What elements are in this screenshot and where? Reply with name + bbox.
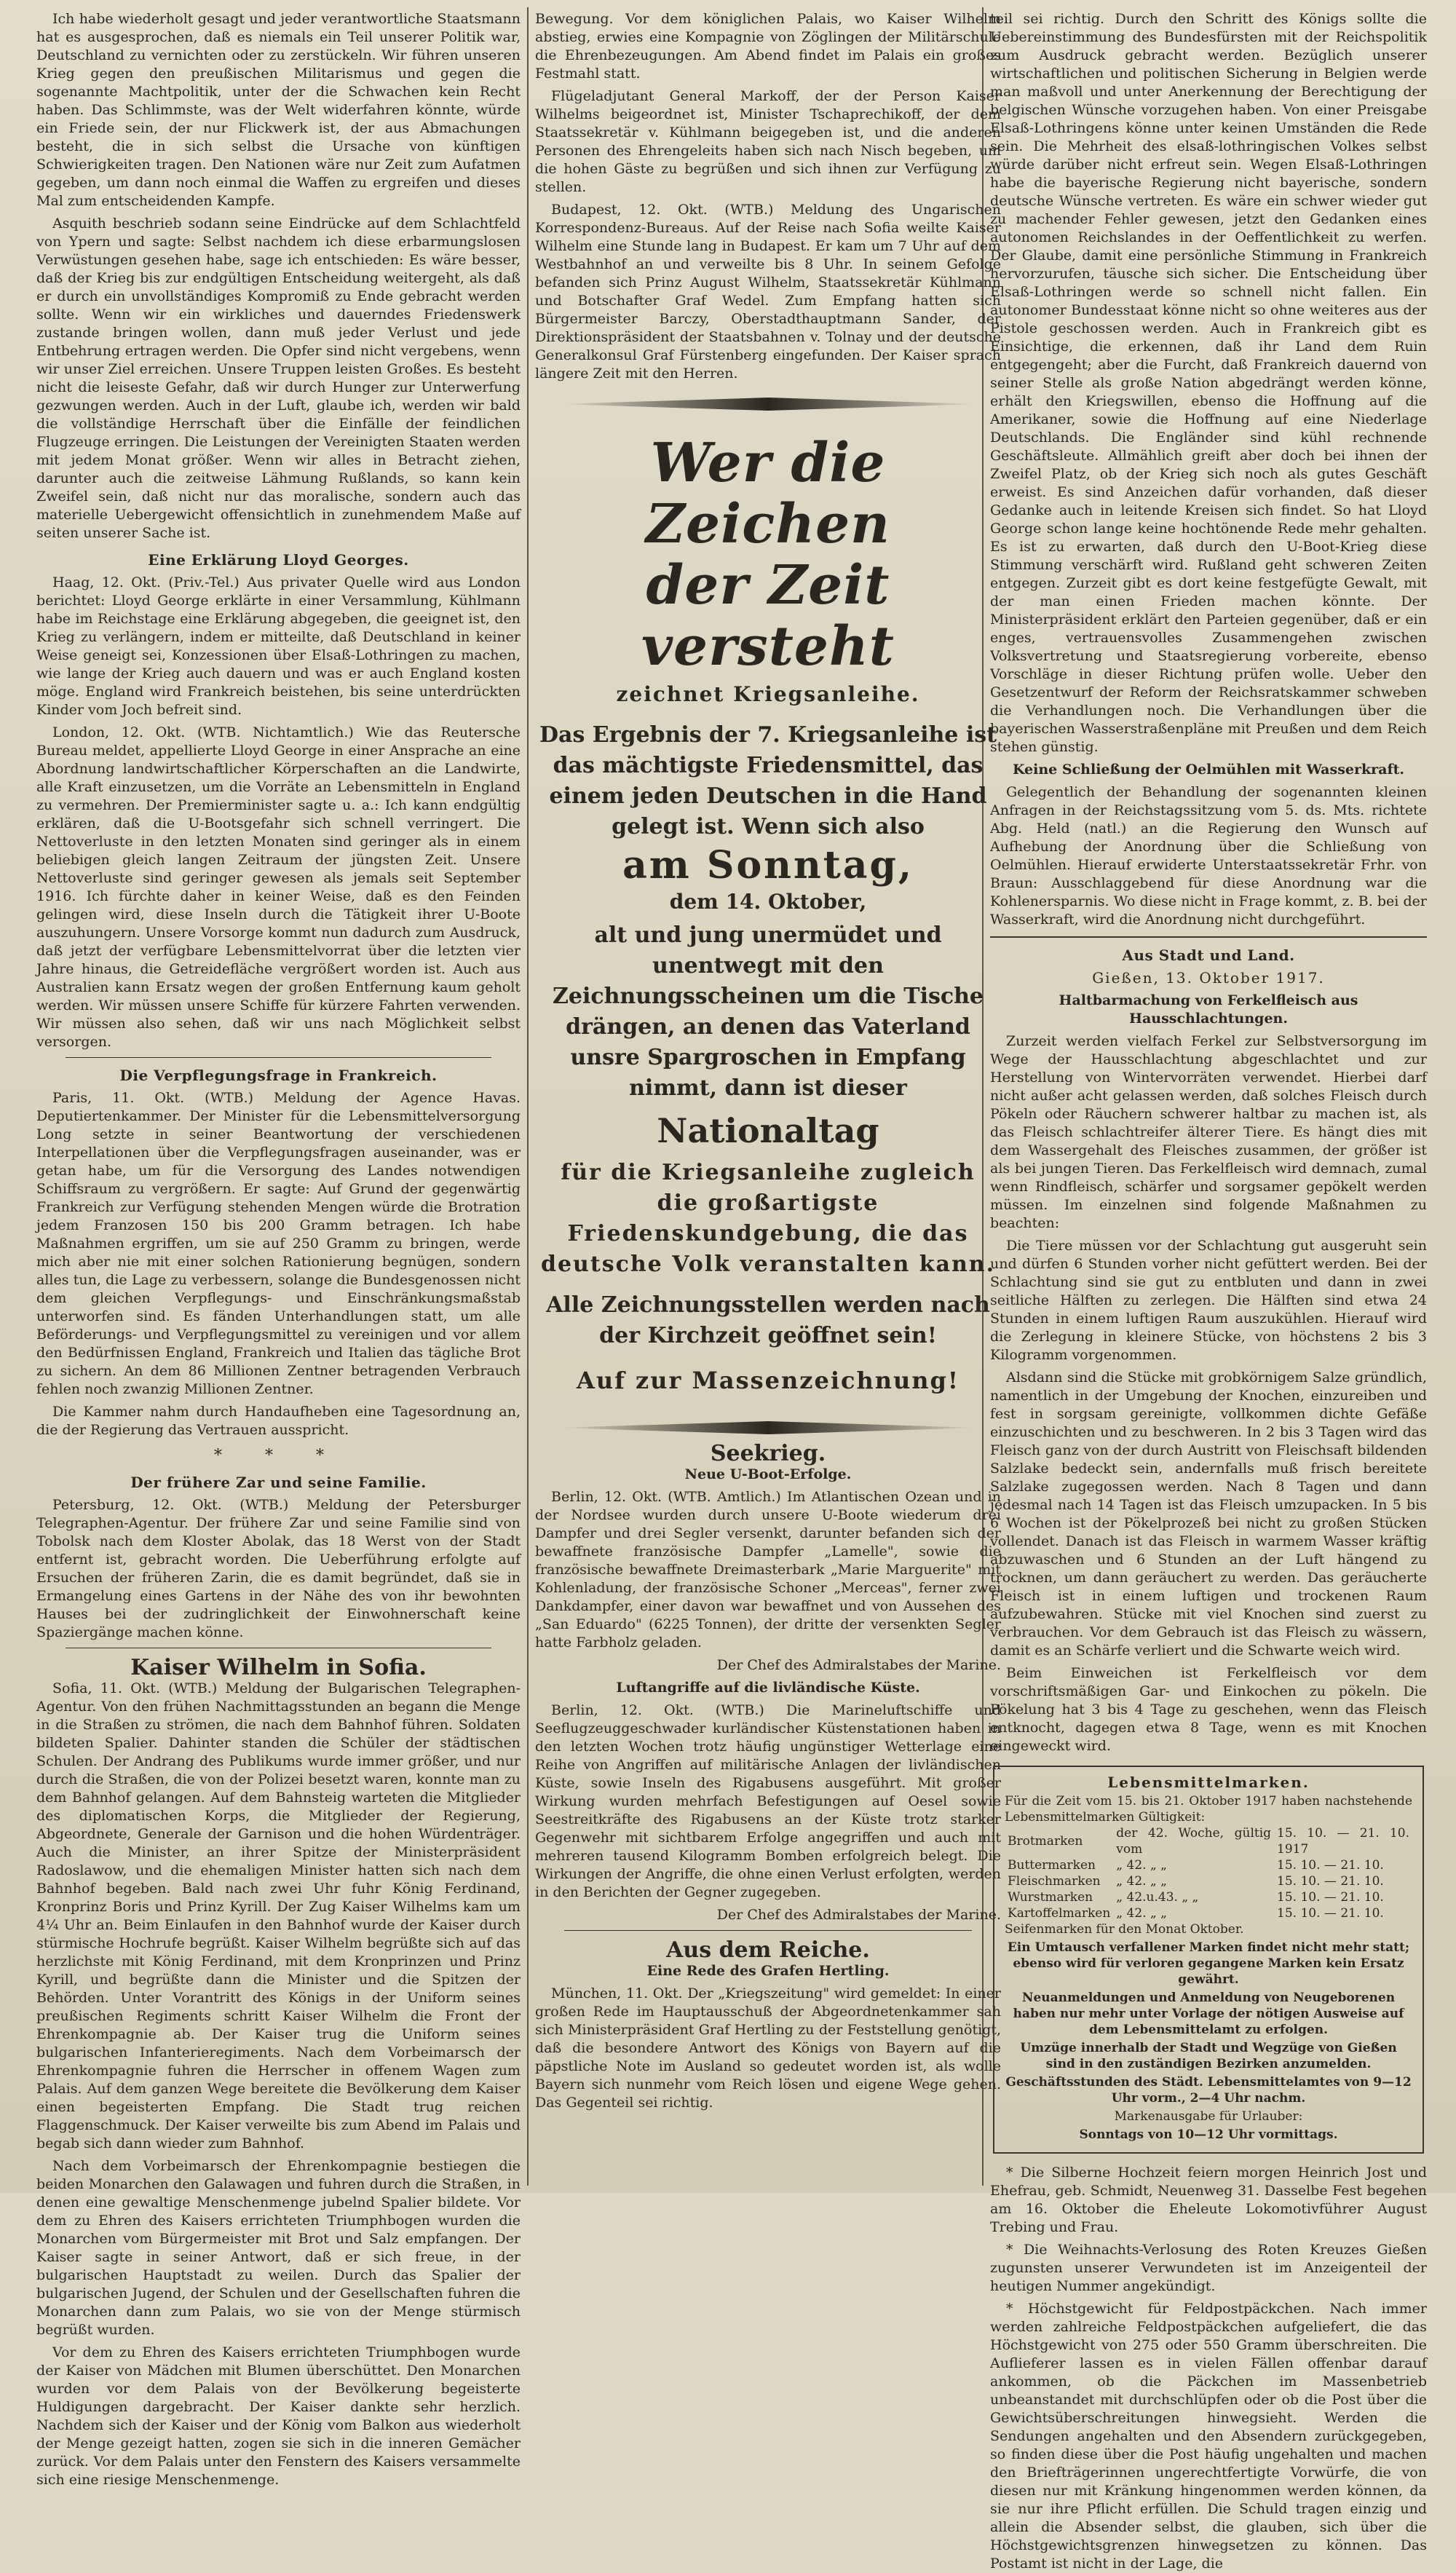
- ad-headline-line-1: Wer die Zeichen: [646, 432, 890, 556]
- notice-line: Neuanmeldungen und Anmeldung von Neugeborenen haben nur mehr unter Vorlage der nötigen Ausweise auf dem Lebensmittelamt zu erfolgen.: [1013, 1991, 1404, 2037]
- article-paragraph: London, 12. Okt. (WTB. Nichtamtlich.) Wie das Reutersche Bureau meldet, appellierte Lloyd George in einer Ansprache an eine Abordnung landwirtschaftlicher Körperschaften an die Landwirte, alle Kraft einzusetzen, um die Vorräte an Lebensmitteln in England zu vermehren. Der Premierminister sagte u. a.: Ich kann endgültig erklären, daß die U-Bootsgefahr sich schnell verringert. Die Nettoverluste in den letzten Monaten sind geringer als in einem beliebigen gleich langen Zeitraum der jüngsten Zeit. Unsere Nettoverluste sind geringer gewesen als jemals seit September 1916. Ich fürchte daher in keiner Weise, daß es den Feinden gelingen wird, diese Inseln durch die Tätigkeit ihrer U-Boote auszuhungern. Unsere Vorsorge kommt nun dadurch zum Ausdruck, daß jetzt der verfügbare Lebensmittelvorrat über die letzten vier Jahre hinaus, die Getreidefläche vergrößert worden ist. Auch aus Australien kann Ersatz wegen der großen Entfernung kaum geholt werden. Wir müssen unsere Schiffe für kürzere Fahrten verwenden. Wir müssen also sehen, daß wir uns nach Möglichkeit selbst versorgen.: [36, 724, 521, 1050]
- ration-cell-week: der 42. Woche, gültig vom: [1116, 1826, 1272, 1857]
- ornamental-rule: [558, 398, 978, 411]
- ration-cell-name: Buttermarken: [1008, 1858, 1096, 1873]
- article-paragraph: Die Tiere müssen vor der Schlachtung gut ausgeruht sein und dürfen 6 Stunden vorher nicht gefüttert werden. Bei der Schlachtung sind sie gut zu entbluten und dann in zwei seitliche Hälften zu zerlegen. Die Hälften sind etwa 24 Stunden in einem luftigen Raum auszukühlen. Hierauf wird die Zerlegung in kleinere Stücke, von höchstens 2 bis 3 Kilogramm vorgenommen.: [990, 1238, 1427, 1363]
- article-paragraph: Zurzeit werden vielfach Ferkel zur Selbstversorgung im Wege der Hausschlachtung abgeschlachtet und zur Herstellung von Wintervorräten verwendet. Hierbei darf nicht außer acht gelassen werden, daß solches Fleisch durch Pökeln oder Räuchern schwerer haltbar zu machen ist, als das Fleisch schlachtreifer älterer Tiere. Es hängt dies mit dem Wassergehalt des Fleisches zusammen, der größer ist als bei jungen Tieren. Das Ferkelfleisch wird demnach, zumal wenn Rindfleisch, schärfer und sorgsamer gepökelt werden müssen. Im einzelnen sind folgende Maßnahmen zu beachten:: [990, 1033, 1427, 1231]
- ration-cell-week: „ 42. „ „: [1116, 1858, 1167, 1873]
- ration-cell-name: Fleischmarken: [1008, 1874, 1101, 1889]
- article-paragraph: Alsdann sind die Stücke mit grobkörnigem Salze gründlich, namentlich in der Umgebung der Knochen, einzureiben und fest in sorgsam gereinigte, vollkommen dichte Gefäße einzuschichten und zu beschweren. In 2 bis 3 Tagen wird das Fleisch ganz von der durch Austritt von Fleischsaft bildenden Salzlake bedeckt sein, andernfalls muß frisch bereitete Salzlake zugegossen werden. Nach 8 Tagen und dann jedesmal nach 14 Tagen ist das Fleisch umzupacken. In 5 bis 6 Wochen ist der Pökelprozeß bei nicht zu großen Stücken vollendet. Danach ist das Fleisch in warmem Wasser kräftig abzuwaschen und 6 Stunden an der Luft hängend zu trocknen, um dann geräuchert zu werden. Das geräucherte Fleisch ist in einem luftigen und trockenen Raum aufzubewahren. Stücke mit viel Knochen sind zuerst zu verbrauchen. Vor dem Gebrauch ist das Fleisch zu wässern, damit es an Schärfe verliert und die Schwarte weich wird.: [990, 1370, 1427, 1659]
- ration-cell-range: 15. 10. — 21. 10.: [1277, 1906, 1384, 1921]
- article-paragraph: Paris, 11. Okt. (WTB.) Meldung der Agence Havas. Deputiertenkammer. Der Minister für die Lebensmittelversorgung Long setzte in seiner Beantwortung der verschiedenen Interpellationen über die Verpflegungsfragen auseinander, was er getan habe, um für die Versorgung des Landes notwendigen Schiffsraum zu vergrößern. Er sagte: Auf Grund der gegenwärtig Frankreich zur Verfügung stehenden Mengen würde die Brotration jedem Franzosen 150 bis 200 Gramm betragen. Ich habe Maßnahmen ergriffen, um sie auf 250 Gramm zu bringen, werde mich aber nie mit einer solchen Rationierung begnügen, sondern alles tun, die Lage zu verbessern, solange die Bundesgenossen nicht dem gleichen Verpflegungs- und Einschränkungsmaßstab unterworfen sind. Es fänden Unterhandlungen statt, um alle Beförderungs- und Verpflegungsmittel zu vereinigen und vor allem den Bedürfnissen England, Frankreich und Italien das tägliche Brot zu sichern. An dem 86 Millionen Zentner betragenden Verbrauch fehlen noch zwanzig Millionen Zentner.: [36, 1090, 521, 1397]
- ad-nationaltag: Nationaltag: [657, 1111, 879, 1150]
- divider: [990, 936, 1427, 938]
- divider: [564, 1930, 972, 1931]
- column-3: [990, 10, 1427, 2572]
- ration-cell-range: 15. 10. — 21. 10.: [1277, 1890, 1384, 1905]
- signature-line: Der Chef des Admiralstabes der Marine.: [716, 1657, 1001, 1673]
- article-paragraph: Beim Einweichen ist Ferkelfleisch vor dem vorschriftsmäßigen Gar- und Einkochen zu pökeln. Die Pökelung hat 3 bis 4 Tage zu geschehen, wenn das Fleisch entknocht, dagegen etwa 8 Tage, wenn es mit Knochen eingeweckt wird.: [990, 1665, 1427, 1754]
- local-news-item: * Die Weihnachts-Verlosung des Roten Kreuzes Gießen zugunsten unserer Verwundeten ist im Anzeigenteil der heutigen Nummer angekündigt.: [990, 2242, 1427, 2294]
- article-paragraph: Berlin, 12. Okt. (WTB.) Die Marineluftschiffe und Seeflugzeuggeschwader kurländischer Küstenstationen haben in den letzten Wochen trotz häufig ungünstiger Wetterlage eine Reihe von Angriffen auf militärische Anlagen der livländischen Küste, sowie Inseln des Rigabusens ausgeführt. Mit großer Wirkung wurden mehrfach Befestigungen auf Oesel sowie Seestreitkräfte des Rigabusens an der Küste trotz starker Gegenwehr mit sichtbarem Erfolge angegriffen und auch mit mehreren tausend Kilogramm Bomben erfolgreich belegt. Die Wirkungen der Angriffe, die ohne einen Verlust erfolgten, werden in den Berichten der Gegner zugegeben.: [535, 1702, 1001, 1900]
- dateline: Gießen, 13. Oktober 1917.: [1092, 969, 1325, 987]
- ration-cell-name: Kartoffelmarken: [1008, 1906, 1111, 1921]
- headline-seekrieg: Seekrieg.: [710, 1441, 826, 1466]
- article-paragraph: Bewegung. Vor dem königlichen Palais, wo Kaiser Wilhelm abstieg, erwies eine Kompagnie von Zöglingen der Militärschule die Ehrenbezeugungen. Am Abend findet im Palais ein großes Festmahl statt.: [535, 11, 1001, 82]
- ration-cell-week: „ 42. „ „: [1116, 1906, 1167, 1921]
- notice-line: Markenausgabe für Urlauber:: [1114, 2109, 1303, 2124]
- local-news-item: * Die Silberne Hochzeit feiern morgen Heinrich Jost und Ehefrau, geb. Schmidt, Neuenweg 31. Dasselbe Fest begehen am 16. Oktober die Eheleute Lokomotivführer August Trebing und Frau.: [990, 2165, 1427, 2235]
- headline-verpflegungsfrage: Die Verpflegungsfrage in Frankreich.: [119, 1067, 438, 1084]
- headline-oelmuehlen: Keine Schließung der Oelmühlen mit Wasserkraft.: [1012, 762, 1405, 778]
- headline-kaiser-sofia: Kaiser Wilhelm in Sofia.: [130, 1655, 427, 1680]
- local-news-item: * Höchstgewicht für Feldpostpäckchen. Nach immer werden zahlreiche Feldpostpäckchen aufgeliefert, die das Höchstgewicht von 275 oder 550 Gramm überschreiten. Die Auflieferer lassen es in vielen Fällen offenbar darauf ankommen, ob die Päckchen im Massenbetrieb unbeanstandet mit durchschlüpfen oder ob die Post über die Gewichtsüberschreitungen hinwegsieht. Werden die Sendungen angehalten und den Absendern zurückgegeben, so finden diese über die Post häufig ungehalten und machen den Briefträgerinnen ungerechtfertigte Vorwürfe, die von diesen nur mit Kränkung hingenommen werden können, da sie nur ihre Pflicht erfüllen. Die Schuld tragen einzig und allein die Absender selbst, die glauben, sich über die Höchstgewichtsgrenzen hinwegsetzen zu können. Das Postamt ist nicht in der Lage, die: [990, 2301, 1427, 2572]
- notice-line: Umzüge innerhalb der Stadt und Wegzüge von Gießen sind in den zuständigen Bezirken anzumelden.: [1020, 2041, 1397, 2071]
- ration-cell-name: Wurstmarken: [1008, 1890, 1093, 1905]
- article-paragraph: Ich habe wiederholt gesagt und jeder verantwortliche Staatsmann hat es ausgesprochen, daß es niemals ein Teil unserer Politik war, Deutschland zu vernichten oder zu zerstückeln. Wir führen unseren Krieg gegen den preußischen Militarismus und gegen die sogenannte Machtpolitik, unter der die Schwachen kein Recht haben. Das Schlimmste, was der Welt widerfahren könnte, würde ein Friede sein, der nur Flickwerk ist, der aus Abmachungen besteht, die in sich selbst die Ursache von künftigen Schwierigkeiten tragen. Den Nationen wäre nur Zeit zum Aufatmen gegeben, um dann noch einmal die Waffen zu ergreifen und dieses Mal zum entscheidenden Kampfe.: [36, 11, 521, 209]
- headline-aus-dem-reiche: Aus dem Reiche.: [666, 1937, 870, 1963]
- notice-title: Lebensmittelmarken.: [1107, 1774, 1310, 1791]
- ad-body-text: alt und jung unermüdet und unentwegt mit den Zeichnungsscheinen um die Tische drängen, an denen das Vaterland unsre Spargroschen in Empfang nimmt, dann ist dieser: [552, 922, 984, 1101]
- ration-cell-range: 15. 10. — 21. 10.: [1277, 1874, 1384, 1889]
- column-rule: [527, 7, 529, 2186]
- divider: [66, 1057, 491, 1058]
- ad-headline-line-2: der Zeit versteht: [641, 554, 895, 678]
- ration-row: [1005, 1905, 1412, 1921]
- ad-body-text: Alle Zeichnungsstellen werden nach der Kirchzeit geöffnet sein!: [546, 1292, 990, 1348]
- ration-cell-range: 15. 10. — 21. 10. 1917: [1277, 1826, 1409, 1857]
- notice-line: Ein Umtausch verfallener Marken findet nicht mehr statt; ebenso wird für verloren gegangene Marken kein Ersatz gewährt.: [1007, 1940, 1410, 1987]
- ration-cell-range: 15. 10. — 21. 10.: [1277, 1858, 1384, 1873]
- ration-table: [1005, 1825, 1412, 1921]
- article-paragraph: Die Kammer nahm durch Handaufheben eine Tagesordnung an, die der Regierung das Vertrauen ausspricht.: [36, 1404, 521, 1438]
- ration-cell-name: Brotmarken: [1008, 1834, 1083, 1849]
- notice-line: Geschäftsstunden des Städt. Lebensmittelamtes von 9—12 Uhr vorm., 2—4 Uhr nachm.: [1005, 2075, 1412, 2106]
- headline-lloyd-george: Eine Erklärung Lloyd Georges.: [148, 551, 409, 569]
- article-paragraph: Haag, 12. Okt. (Priv.-Tel.) Aus privater Quelle wird aus London berichtet: Lloyd George erklärte in einer Versammlung, Kühlmann habe im Reichstage eine Erklärung abgegeben, die geeignet ist, den Krieg zu verlängern, indem er mitteilte, daß Deutschland in keiner Weise geneigt sei, Konzessionen über Elsaß-Lothringen zu machen, wie lange der Krieg auch dauern und was er auch England kosten möge. England wird Frankreich beistehen, bis seine unterdrückten Kinder vom Joch befreit sind.: [36, 574, 521, 718]
- headline-ferkelfleisch: Haltbarmachung von Ferkelfleisch aus Hausschlachtungen.: [1059, 992, 1358, 1027]
- notice-intro: Für die Zeit vom 15. bis 21. Oktober 1917 haben nachstehende Lebensmittelmarken Gültigkeit:: [1005, 1794, 1412, 1825]
- article-paragraph: Budapest, 12. Okt. (WTB.) Meldung des Ungarischen Korrespondenz-Bureaus. Auf der Reise nach Sofia weilte Kaiser Wilhelm eine Stunde lang in Budapest. Er kam um 7 Uhr auf dem Westbahnhof an und verweilte bis 8 Uhr. In seinem Gefolge befanden sich Prinz August Wilhelm, Staatssekretär Kühlmann und Botschafter Graf Wedel. Zum Empfang hatten sich Bürgermeister Barczy, Oberstadthauptmann Sander, der Direktionspräsident der Staatsbahnen v. Tolnay und der deutsche Generalkonsul Graf Fürstenberg eingefunden. Der Kaiser sprach längere Zeit mit den Herren.: [535, 202, 1001, 382]
- article-paragraph: Nach dem Vorbeimarsch der Ehrenkompagnie bestiegen die beiden Monarchen den Galawagen und fuhren durch die Straßen, in denen eine gewaltige Menschenmenge jubelnd Spalier bildete. Vor dem zu Ehren des Kaisers errichteten Triumphbogen wurden die Monarchen vom Bürgermeister mit Brot und Salz empfangen. Der Kaiser sagte in seiner Antwort, daß er sich freue, in der bulgarischen Hauptstadt zu weilen. Durch das Spalier der bulgarischen Jugend, der Schulen und der Gesellschaften fuhren die Monarchen dann zum Palais, wo sie von der Menge stürmisch begrüßt wurden.: [36, 2158, 521, 2338]
- ad-body-text: Das Ergebnis der 7. Kriegsanleihe ist das mächtigste Friedensmittel, das einem jeden Deutschen in die Hand gelegt ist. Wenn sich also: [539, 722, 997, 839]
- ration-cell-week: „ 42.u.43. „ „: [1116, 1890, 1199, 1905]
- food-ration-notice: [993, 1766, 1424, 2154]
- ad-date: dem 14. Oktober,: [669, 890, 867, 914]
- headline-zar: Der frühere Zar und seine Familie.: [130, 1474, 427, 1491]
- column-1: [36, 10, 521, 2488]
- subheadline-hertling: Eine Rede des Grafen Hertling.: [646, 1963, 890, 1979]
- notice-line: Sonntags von 10—12 Uhr vormittags.: [1079, 2127, 1338, 2142]
- asterism: * * *: [214, 1447, 343, 1465]
- article-paragraph: Vor dem zu Ehren des Kaisers errichteten Triumphbogen wurde der Kaiser von Mädchen mit Blumen überschüttet. Den Monarchen wurden vor dem Palais von der Bevölkerung begeisterte Huldigungen dargebracht. Der Kaiser dankte sehr herzlich. Nachdem sich der Kaiser und der König vom Balkon aus wiederholt der Menge gezeigt hatten, zogen sie sich in die inneren Gemächer zurück. Vor dem Palais unter den Fenstern des Kaisers versammelte sich eine riesige Menschenmenge.: [36, 2344, 521, 2488]
- war-bond-advertisement: [535, 421, 1001, 1407]
- article-paragraph: Flügeladjutant General Markoff, der der Person Kaiser Wilhelms beigeordnet ist, Minister Tschaprechikoff, der dem Staatssekretär v. Kühlmann beigegeben ist, und die anderen Personen des Ehrengeleits haben sich nach Nisch begeben, um die hohen Gäste zu begrüßen und sich ihnen zur Verfügung zu stellen.: [535, 88, 1001, 195]
- notice-line: Seifenmarken für den Monat Oktober.: [1005, 1922, 1244, 1937]
- ad-subheadline: zeichnet Kriegsanleihe.: [616, 682, 920, 706]
- column-2: [535, 10, 1001, 2183]
- signature-line: Der Chef des Admiralstabes der Marine.: [716, 1907, 1001, 1923]
- article-paragraph: Asquith beschrieb sodann seine Eindrücke auf dem Schlachtfeld von Ypern und sagte: Selbst nachdem ich diese erbarmungslosen Verwüstungen gesehen habe, sage ich entschieden: Es wäre besser, daß der Krieg bis zur endgültigen Entscheidung weitergeht, als daß er durch ein unvollständiges Kompromiß zu Ende gebracht werden sollte. Wenn wir ein wirkliches und dauerndes Friedenswerk zustande bringen wollen, dann muß jeder Verlust und jede Entbehrung ertragen werden. Die Opfer sind nicht vergebens, wenn wir unser Ziel erreichen. Unsere Truppen leisten Großes. Es besteht nicht die leiseste Gefahr, daß wir durch Hunger zur Unterwerfung gezwungen werden. Auch in der Luft, glaube ich, werden wir bald die vollständige Herrschaft über die Einfälle der feindlichen Flugzeuge erringen. Die Leistungen der Vereinigten Staaten werden mit jedem Monat größer. Wenn wir alles in Betracht ziehen, darunter auch die zeitweise Lähmung Rußlands, so kann kein Zweifel sein, daß nicht nur das moralische, sondern auch das materielle Uebergewicht offensichtlich in zunehmendem Maße auf seiten unserer Sache ist.: [36, 216, 521, 541]
- article-paragraph: Berlin, 12. Okt. (WTB. Amtlich.) Im Atlantischen Ozean und in der Nordsee wurden durch unsere U-Boote wiederum drei Dampfer und drei Segler versenkt, darunter befanden sich der bewaffnete französische Dampfer „Lamelle", sowie die französische bewaffnete Dreimasterbark „Marie Marguerite" mit Kohlenladung, der französische Schoner „Merceas", ferner zwei Dankdampfer, einer davon war bewaffnet und von Aussehen des „San Eduardo" (6225 Tonnen), der dritte der versenkten Segler hatte Farbholz geladen.: [535, 1489, 1001, 1651]
- ration-row: [1005, 1825, 1412, 1857]
- ration-row: [1005, 1857, 1412, 1873]
- ration-cell-week: „ 42. „ „: [1116, 1874, 1167, 1889]
- article-paragraph: Gelegentlich der Behandlung der sogenannten kleinen Anfragen in der Reichstagssitzung vom 5. ds. Mts. richtete Abg. Held (natl.) an die Regierung den Wunsch auf Aufhebung der Anordnung über die Schließung von Oelmühlen. Hierauf erwiderte Unterstaatssekretär Frhr. von Braun: Ausschlaggebend für diese Anordnung war die Kohlenersparnis. Wo diese nicht in Frage kommt, z. B. bei der Wasserkraft, wird die Anordnung nicht durchgeführt.: [990, 784, 1427, 928]
- ration-row: [1005, 1873, 1412, 1889]
- article-paragraph: Petersburg, 12. Okt. (WTB.) Meldung der Petersburger Telegraphen-Agentur. Der frühere Zar und seine Familie sind von Tobolsk nach dem Kloster Abolak, das 18 Werst von der Stadt entfernt ist, gebracht worden. Die Ueberführung erfolgte auf Ersuchen der früheren Zarin, die es damit begründet, daß sie in Ermangelung eines Gartens in der Nähe des von ihr bewohnten Hauses bei der zudringlichkeit der Einwohnerschaft keine Spaziergänge machen könne.: [36, 1497, 521, 1640]
- section-title-stadt-und-land: Aus Stadt und Land.: [1122, 946, 1295, 964]
- ad-body-text: für die Kriegsanleihe zugleich die großartigste Friedenskundgebung, die das deutsche Volk veranstalten kann.: [540, 1160, 996, 1277]
- ornamental-rule: [558, 1421, 978, 1434]
- article-paragraph: teil sei richtig. Durch den Schritt des Königs sollte die Uebereinstimmung des Bundesfürsten mit der Reichspolitik zum Ausdruck gebracht werden. Bezüglich unserer wirtschaftlichen und politischen Sicherung in Belgien werde man maßvoll und unter Anerkennung der Berechtigung der belgischen Wünsche vorzugehen haben. Von einer Preisgabe Elsaß-Lothringens könne unter keinen Umständen die Rede sein. Die Mehrheit des elsaß-lothringischen Volkes selbst würde darüber nicht erfreut sein. Wegen Elsaß-Lothringen habe die bayerische Regierung nicht bayerische, sondern deutsche Wünsche vertreten. Es wäre ein schwer wieder gut zu machender Fehler gewesen, jetzt den Gedanken eines autonomen Reichslandes in der Oeffentlichkeit zu werfen. Der Glaube, damit eine persönliche Stimmung in Frankreich hervorzurufen, täusche sich sicher. Die Entscheidung über Elsaß-Lothringen werde so schnell nicht fallen. Ein autonomer Bundesstaat könne nicht so ohne weiteres aus der Pistole geschossen werden. Auch in Frankreich gibt es Einsichtige, die erkennen, daß ihr Land dem Ruin entgegengeht; aber die Furcht, daß Frankreich dauernd von seiner Stelle als große Nation abgedrängt werden könne, erhält den Kriegswillen, ebenso die Hoffnung auf die Amerikaner, sowie die Hoffnung auf eine Niederlage Deutschlands. Die Engländer sind kühl rechnende Geschäftsleute. Allmählich greift aber doch bei ihnen der Zweifel Platz, ob der Krieg sich noch als gutes Geschäft erweist. Es sind Anzeichen dafür vorhanden, daß dieser Gedanke auch in leitende Kreisen sich findet. So hat Lloyd George schon lange keine hochtönende Rede mehr gehalten. Es ist zu erwarten, daß durch den U-Boot-Krieg diese Stimmung verschärft wird. Rußland geht schweren Zeiten entgegen. Zurzeit gibt es dort keine festgefügte Gewalt, mit der man einen Frieden machen könnte. Der Ministerpräsident erklärt den Parteien gegenüber, daß er ein enges, vertrauensvolles Zusammengehen zwischen Volksvertretung und Staatsregierung vorbereite, ebenso Vorschläge in dieser Richtung prüfen wolle. Ueber den Gesetzentwurf der Reform der Reichsratskammer schweben die Verhandlungen noch. Die Verhandlungen über die bayerischen Wasserstraßenpläne mit Preußen und dem Reich stehen günstig.: [990, 11, 1427, 755]
- subheadline-u-boot: Neue U-Boot-Erfolge.: [684, 1466, 852, 1482]
- article-paragraph: München, 11. Okt. Der „Kriegszeitung" wird gemeldet: In einer großen Rede im Hauptausschuß der Abgeordnetenkammer sah sich Ministerpräsident Graf Hertling zu der Feststellung genötigt, daß die besondere Antwort des Königs von Bayern auf die päpstliche Note im Ausland so gedeutet worden ist, als wolle Bayern sich nunmehr vom Reich lösen und eigene Wege gehen. Das Gegenteil sei richtig.: [535, 1985, 1001, 2111]
- article-paragraph: Sofia, 11. Okt. (WTB.) Meldung der Bulgarischen Telegraphen-Agentur. Von den frühen Nachmittagsstunden an begann die Menge in die Straßen zu strömen, die nach dem Bahnhof führen. Soldaten bildeten Spalier. Dahinter standen die Schüler der städtischen Schulen. Der Andrang des Publikums wurde immer größer, und nur durch die Straßen, die von der Polizei besetzt waren, konnte man zu dem Bahnhof gelangen. Auf dem Bahnsteig warteten die Mitglieder des diplomatischen Korps, die Mitglieder der Regierung, Abgeordnete, Generale der Garnison und die hohen Würdenträger. Auch die Minister, an ihrer Spitze der Ministerpräsident Radoslawow, und die ehemaligen Minister hatten sich nach dem Bahnhof begeben. Bald nach zwei Uhr fuhr König Ferdinand, Kronprinz Boris und Prinz Kyrill. Der Zug Kaiser Wilhelms kam um 4¼ Uhr an. Beim Einlaufen in den Bahnhof wurde der Kaiser durch stürmische Hochrufe begrüßt. Kaiser Wilhelm begrüßte sich auf das herzlichste mit König Ferdinand, mit dem Kronprinzen und Prinz Kyrill, und begrüßte dann die Minister und die Spitzen der Behörden. Unter Vorantritt des Königs in der Uniform seines preußischen Regiments schritt Kaiser Wilhelm die Front der Ehrenkompagnie ab. Der Kaiser trug die Uniform seines bulgarischen Infanterieregiments. Nach dem Vorbeimarsch der Ehrenkompagnie fuhren die Herrscher in offenem Wagen zum Palais. Auf dem ganzen Wege bereitete die Bevölkerung dem Kaiser einen begeisterten Empfang. Die Stadt trug reichen Flaggenschmuck. Der Kaiser verweilte bis zum Abend im Palais und begab sich dann wieder zum Bahnhof.: [36, 1680, 521, 2151]
- subheadline-luftangriffe: Luftangriffe auf die livländische Küste.: [616, 1680, 920, 1696]
- ration-row: [1005, 1889, 1412, 1905]
- ad-sunday: am Sonntag,: [622, 843, 914, 888]
- ad-closing: Auf zur Massenzeichnung!: [577, 1367, 960, 1394]
